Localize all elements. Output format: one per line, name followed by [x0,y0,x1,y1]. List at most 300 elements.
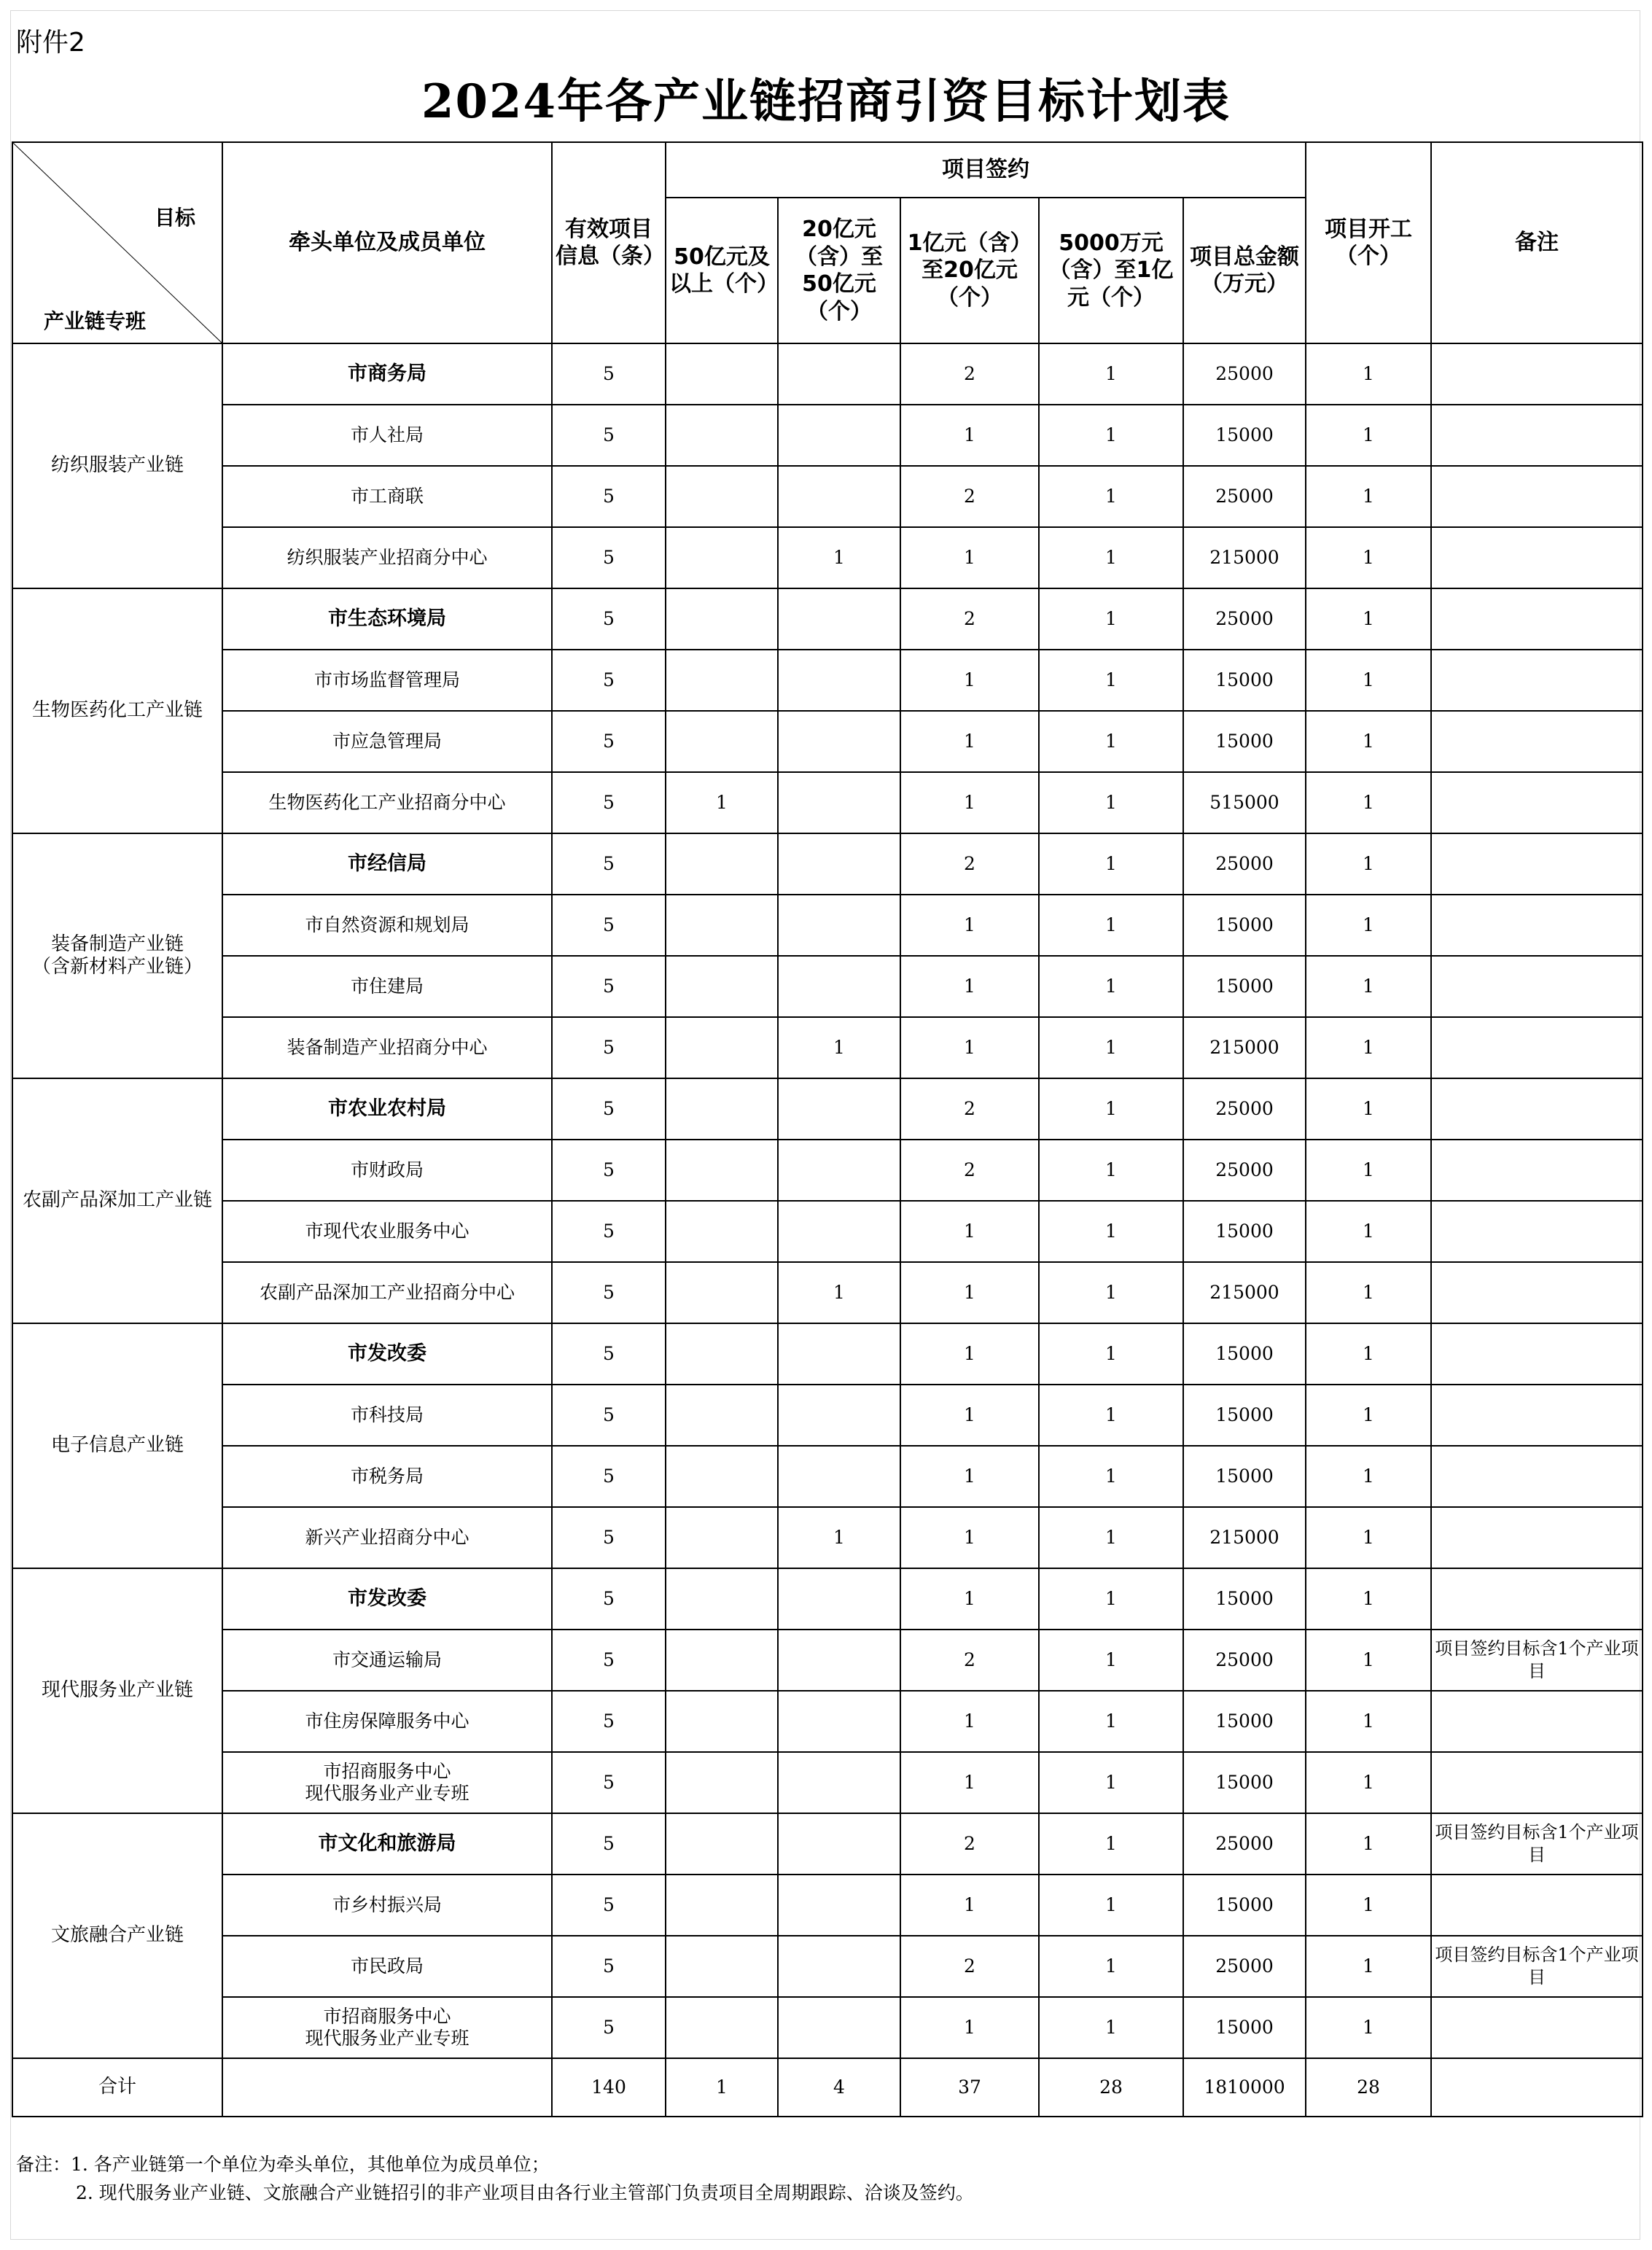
total-info-cell: 140 [552,2058,666,2117]
start-cell: 1 [1306,1875,1431,1936]
c20-cell [778,1752,900,1813]
c1-cell: 1 [900,1446,1039,1507]
c1-cell: 2 [900,588,1039,650]
remark-cell [1431,588,1643,650]
amount-cell: 15000 [1183,650,1306,711]
c5000-cell: 1 [1039,1568,1183,1630]
c50-cell [666,588,778,650]
c1-cell: 1 [900,1201,1039,1262]
info-cell: 5 [552,466,666,527]
total-start-cell: 28 [1306,2058,1431,2117]
c1-cell: 2 [900,343,1039,405]
c5000-cell: 1 [1039,956,1183,1017]
footnote [16,2151,974,2208]
table-row [12,1385,1643,1446]
c50-cell [666,405,778,466]
amount-cell: 15000 [1183,1875,1306,1936]
remark-cell [1431,1875,1643,1936]
amount-cell: 25000 [1183,833,1306,895]
chain-cell: 现代服务业产业链 [12,1568,222,1813]
c50-cell: 1 [666,772,778,833]
c1-cell: 1 [900,1507,1039,1568]
lead-unit-cell: 市发改委 [222,1323,552,1385]
c5000-cell: 1 [1039,833,1183,895]
c20-cell [778,1323,900,1385]
member-unit-cell: 市交通运输局 [222,1630,552,1691]
attachment-label: 附件2 [16,28,85,58]
c50-cell [666,1017,778,1078]
amount-cell: 15000 [1183,1997,1306,2058]
c1-cell: 1 [900,772,1039,833]
amount-cell: 15000 [1183,711,1306,772]
amount-cell: 15000 [1183,1201,1306,1262]
c5000-cell: 1 [1039,895,1183,956]
amount-cell: 25000 [1183,1078,1306,1140]
remark-cell [1431,1017,1643,1078]
c20-cell [778,650,900,711]
c1-cell: 1 [900,956,1039,1017]
target-plan-table [12,141,1643,2117]
c50-cell [666,650,778,711]
total-label-cell: 合计 [12,2058,222,2117]
c20-cell [778,1201,900,1262]
info-cell: 5 [552,895,666,956]
total-row [12,2058,1643,2117]
start-cell: 1 [1306,1078,1431,1140]
info-cell: 5 [552,833,666,895]
c20-cell: 1 [778,1017,900,1078]
c5000-cell: 1 [1039,1446,1183,1507]
footnote-line-1: 备注：1. 各产业链第一个单位为牵头单位，其他单位为成员单位； [16,2154,550,2175]
remark-cell [1431,1078,1643,1140]
c50-cell [666,1630,778,1691]
table-row [12,343,1643,405]
c50-cell [666,1323,778,1385]
amount-cell: 15000 [1183,895,1306,956]
amount-cell: 15000 [1183,1568,1306,1630]
info-cell: 5 [552,1752,666,1813]
lead-unit-cell: 市农业农村局 [222,1078,552,1140]
start-cell: 1 [1306,833,1431,895]
remark-column-header: 备注 [1431,142,1643,343]
corner-header-cell [12,142,222,343]
start-cell: 1 [1306,466,1431,527]
info-column-header: 有效项目信息（条） [552,142,666,343]
c50-cell [666,833,778,895]
info-cell: 5 [552,1446,666,1507]
start-cell: 1 [1306,650,1431,711]
c5000-cell: 1 [1039,1936,1183,1997]
total-c5000-cell: 28 [1039,2058,1183,2117]
start-cell: 1 [1306,772,1431,833]
c1-cell: 1 [900,1262,1039,1323]
chain-cell: 电子信息产业链 [12,1323,222,1568]
c1-cell: 2 [900,1630,1039,1691]
c50-cell [666,956,778,1017]
c5000-cell: 1 [1039,1630,1183,1691]
c20-cell [778,711,900,772]
amount-cell: 15000 [1183,1323,1306,1385]
info-cell: 5 [552,1997,666,2058]
c5000-cell: 1 [1039,1752,1183,1813]
c1-cell: 1 [900,1323,1039,1385]
start-cell: 1 [1306,1691,1431,1752]
table-row [12,1630,1643,1691]
c5000-cell: 1 [1039,588,1183,650]
c20-cell [778,1630,900,1691]
member-unit-cell: 市自然资源和规划局 [222,895,552,956]
table-row [12,1262,1643,1323]
c50-cell [666,466,778,527]
c20-cell [778,1446,900,1507]
member-unit-cell: 市人社局 [222,405,552,466]
amount-cell: 15000 [1183,1446,1306,1507]
info-cell: 5 [552,405,666,466]
c1-column-header: 1亿元（含）至20亿元（个） [900,198,1039,343]
c50-cell [666,1997,778,2058]
c20-cell [778,343,900,405]
remark-cell [1431,1997,1643,2058]
amount-cell: 15000 [1183,405,1306,466]
remark-cell [1431,895,1643,956]
start-cell: 1 [1306,1507,1431,1568]
chain-cell: 生物医药化工产业链 [12,588,222,833]
member-unit-cell: 新兴产业招商分中心 [222,1507,552,1568]
c5000-cell: 1 [1039,1385,1183,1446]
remark-cell [1431,1201,1643,1262]
c50-cell [666,1875,778,1936]
c50-cell [666,1813,778,1875]
unit-column-header: 牵头单位及成员单位 [222,142,552,343]
total-c1-cell: 37 [900,2058,1039,2117]
c20-cell: 1 [778,1507,900,1568]
info-cell: 5 [552,1568,666,1630]
table-row [12,1201,1643,1262]
c5000-cell: 1 [1039,1017,1183,1078]
member-unit-cell: 市科技局 [222,1385,552,1446]
c50-cell [666,895,778,956]
c5000-cell: 1 [1039,1140,1183,1201]
c5000-cell: 1 [1039,772,1183,833]
remark-cell [1431,833,1643,895]
c1-cell: 2 [900,1140,1039,1201]
amount-cell: 25000 [1183,1140,1306,1201]
table-row [12,1752,1643,1813]
info-cell: 5 [552,1017,666,1078]
info-cell: 5 [552,1323,666,1385]
amount-cell: 15000 [1183,1691,1306,1752]
c50-cell [666,343,778,405]
chain-cell: 装备制造产业链 （含新材料产业链） [12,833,222,1078]
info-cell: 5 [552,527,666,588]
c1-cell: 2 [900,1936,1039,1997]
start-cell: 1 [1306,588,1431,650]
c50-cell [666,1078,778,1140]
member-unit-cell: 生物医药化工产业招商分中心 [222,772,552,833]
info-cell: 5 [552,1201,666,1262]
start-cell: 1 [1306,1630,1431,1691]
info-cell: 5 [552,956,666,1017]
info-cell: 5 [552,1813,666,1875]
c20-cell [778,405,900,466]
c20-cell [778,772,900,833]
info-cell: 5 [552,1630,666,1691]
table-row [12,1507,1643,1568]
c50-cell [666,711,778,772]
remark-cell [1431,527,1643,588]
member-unit-cell: 市招商服务中心 现代服务业产业专班 [222,1997,552,2058]
start-cell: 1 [1306,343,1431,405]
c1-cell: 2 [900,1078,1039,1140]
info-cell: 5 [552,1691,666,1752]
c20-cell [778,1140,900,1201]
c50-cell [666,1262,778,1323]
remark-cell [1431,466,1643,527]
c50-cell [666,1752,778,1813]
table-row [12,650,1643,711]
c20-cell [778,1568,900,1630]
remark-cell [1431,343,1643,405]
info-cell: 5 [552,1262,666,1323]
start-cell: 1 [1306,405,1431,466]
c5000-cell: 1 [1039,1691,1183,1752]
c20-cell [778,956,900,1017]
amount-cell: 215000 [1183,1507,1306,1568]
table-row [12,405,1643,466]
table-row [12,1017,1643,1078]
remark-cell [1431,1385,1643,1446]
c20-cell [778,588,900,650]
info-cell: 5 [552,1507,666,1568]
table-row [12,1446,1643,1507]
member-unit-cell: 市现代农业服务中心 [222,1201,552,1262]
amount-cell: 25000 [1183,1936,1306,1997]
c20-cell [778,1078,900,1140]
c5000-cell: 1 [1039,1201,1183,1262]
remark-cell [1431,711,1643,772]
c5000-cell: 1 [1039,1078,1183,1140]
chain-cell: 文旅融合产业链 [12,1813,222,2058]
c50-cell [666,1936,778,1997]
start-cell: 1 [1306,1813,1431,1875]
c50-cell [666,1568,778,1630]
c1-cell: 1 [900,1691,1039,1752]
total-unit-cell [222,2058,552,2117]
corner-target-label: 目标 [154,206,195,230]
c1-cell: 2 [900,466,1039,527]
c5000-cell: 1 [1039,1262,1183,1323]
start-cell: 1 [1306,895,1431,956]
start-cell: 1 [1306,1017,1431,1078]
member-unit-cell: 市住房保障服务中心 [222,1691,552,1752]
c50-cell [666,1201,778,1262]
c5000-cell: 1 [1039,1323,1183,1385]
c1-cell: 1 [900,1997,1039,2058]
start-cell: 1 [1306,1201,1431,1262]
c20-cell [778,1691,900,1752]
c5000-column-header: 5000万元（含）至1亿元（个） [1039,198,1183,343]
c20-cell [778,1997,900,2058]
info-cell: 5 [552,1875,666,1936]
lead-unit-cell: 市生态环境局 [222,588,552,650]
amount-column-header: 项目总金额（万元） [1183,198,1306,343]
remark-cell [1431,1568,1643,1630]
info-cell: 5 [552,1140,666,1201]
member-unit-cell: 市招商服务中心 现代服务业产业专班 [222,1752,552,1813]
amount-cell: 25000 [1183,466,1306,527]
footnote-line-2: 2. 现代服务业产业链、文旅融合产业链招引的非产业项目由各行业主管部门负责项目全周期跟踪、洽谈及签约。 [76,2181,974,2203]
c1-cell: 1 [900,405,1039,466]
info-cell: 5 [552,711,666,772]
remark-cell [1431,1752,1643,1813]
remark-cell [1431,1140,1643,1201]
start-cell: 1 [1306,1446,1431,1507]
c20-cell [778,466,900,527]
member-unit-cell: 农副产品深加工产业招商分中心 [222,1262,552,1323]
amount-cell: 25000 [1183,588,1306,650]
member-unit-cell: 市财政局 [222,1140,552,1201]
member-unit-cell: 市市场监督管理局 [222,650,552,711]
table-row [12,466,1643,527]
table-row [12,1568,1643,1630]
c50-column-header: 50亿元及以上（个） [666,198,778,343]
info-cell: 5 [552,650,666,711]
info-cell: 5 [552,1078,666,1140]
remark-cell: 项目签约目标含1个产业项目 [1431,1936,1643,1997]
lead-unit-cell: 市发改委 [222,1568,552,1630]
c5000-cell: 1 [1039,466,1183,527]
c50-cell [666,527,778,588]
table-row [12,956,1643,1017]
c50-cell [666,1691,778,1752]
table-row [12,588,1643,650]
member-unit-cell: 市住建局 [222,956,552,1017]
info-cell: 5 [552,1385,666,1446]
table-row [12,833,1643,895]
c50-cell [666,1140,778,1201]
remark-cell [1431,772,1643,833]
c20-cell [778,1936,900,1997]
c1-cell: 2 [900,833,1039,895]
amount-cell: 215000 [1183,527,1306,588]
start-cell: 1 [1306,527,1431,588]
start-cell: 1 [1306,1568,1431,1630]
table-row [12,1140,1643,1201]
total-c20-cell: 4 [778,2058,900,2117]
c50-cell [666,1385,778,1446]
c1-cell: 1 [900,1385,1039,1446]
amount-cell: 25000 [1183,1813,1306,1875]
start-cell: 1 [1306,1997,1431,2058]
start-cell: 1 [1306,1936,1431,1997]
chain-cell: 农副产品深加工产业链 [12,1078,222,1323]
table-row [12,772,1643,833]
remark-cell [1431,1446,1643,1507]
remark-cell: 项目签约目标含1个产业项目 [1431,1630,1643,1691]
c20-cell [778,1875,900,1936]
chain-cell: 纺织服装产业链 [12,343,222,588]
c5000-cell: 1 [1039,1997,1183,2058]
lead-unit-cell: 市经信局 [222,833,552,895]
amount-cell: 15000 [1183,1752,1306,1813]
table-row [12,711,1643,772]
info-cell: 5 [552,588,666,650]
amount-cell: 15000 [1183,1385,1306,1446]
lead-unit-cell: 市文化和旅游局 [222,1813,552,1875]
info-cell: 5 [552,343,666,405]
remark-cell [1431,1262,1643,1323]
remark-cell [1431,1691,1643,1752]
table-row [12,1936,1643,1997]
start-cell: 1 [1306,1323,1431,1385]
amount-cell: 215000 [1183,1262,1306,1323]
remark-cell [1431,405,1643,466]
remark-cell [1431,956,1643,1017]
c5000-cell: 1 [1039,711,1183,772]
c20-cell: 1 [778,1262,900,1323]
total-remark-cell [1431,2058,1643,2117]
c5000-cell: 1 [1039,405,1183,466]
member-unit-cell: 纺织服装产业招商分中心 [222,527,552,588]
c1-cell: 1 [900,711,1039,772]
c5000-cell: 1 [1039,343,1183,405]
header-row-1 [12,142,1643,198]
start-cell: 1 [1306,1752,1431,1813]
member-unit-cell: 市应急管理局 [222,711,552,772]
start-cell: 1 [1306,1385,1431,1446]
member-unit-cell: 装备制造产业招商分中心 [222,1017,552,1078]
member-unit-cell: 市乡村振兴局 [222,1875,552,1936]
total-amount-cell: 1810000 [1183,2058,1306,2117]
remark-cell [1431,650,1643,711]
c1-cell: 1 [900,527,1039,588]
start-cell: 1 [1306,1262,1431,1323]
c5000-cell: 1 [1039,650,1183,711]
c20-column-header: 20亿元（含）至50亿元（个） [778,198,900,343]
table-row [12,1813,1643,1875]
c20-cell [778,1813,900,1875]
amount-cell: 25000 [1183,343,1306,405]
corner-chain-label: 产业链专班 [44,309,147,334]
amount-cell: 25000 [1183,1630,1306,1691]
table-row [12,1691,1643,1752]
total-c50-cell: 1 [666,2058,778,2117]
amount-cell: 215000 [1183,1017,1306,1078]
table-row [12,527,1643,588]
c50-cell [666,1446,778,1507]
c20-cell [778,895,900,956]
c1-cell: 1 [900,1568,1039,1630]
start-column-header: 项目开工（个） [1306,142,1431,343]
start-cell: 1 [1306,956,1431,1017]
member-unit-cell: 市税务局 [222,1446,552,1507]
c5000-cell: 1 [1039,1507,1183,1568]
remark-cell [1431,1323,1643,1385]
remark-cell: 项目签约目标含1个产业项目 [1431,1813,1643,1875]
c20-cell: 1 [778,527,900,588]
table-row [12,1997,1643,2058]
start-cell: 1 [1306,711,1431,772]
c1-cell: 2 [900,1813,1039,1875]
start-cell: 1 [1306,1140,1431,1201]
member-unit-cell: 市民政局 [222,1936,552,1997]
page-title: 2024年各产业链招商引资目标计划表 [421,74,1231,129]
c1-cell: 1 [900,895,1039,956]
remark-cell [1431,1507,1643,1568]
table-row [12,895,1643,956]
info-cell: 5 [552,1936,666,1997]
info-cell: 5 [552,772,666,833]
